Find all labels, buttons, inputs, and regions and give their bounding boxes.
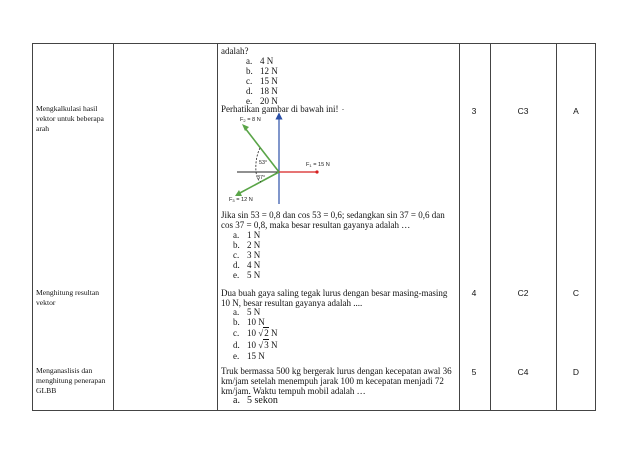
table-border-bottom xyxy=(32,410,595,411)
table-border-col5 xyxy=(556,43,557,411)
option-item: b. 12 N xyxy=(246,66,278,76)
f3-label: $F_3 = 12$ N xyxy=(229,197,253,204)
question-text: Perhatikan gambar di bawah ini! xyxy=(221,104,339,114)
cognitive-level: C4 xyxy=(517,367,529,377)
answer-key: C xyxy=(572,288,580,298)
question-number: 5 xyxy=(471,367,477,377)
option-item: a. 4 N xyxy=(246,56,274,66)
table-border-col4 xyxy=(490,43,491,411)
table-border-left xyxy=(32,43,33,411)
option-item: e. 5 N xyxy=(233,270,261,280)
angle-53-label: 53° xyxy=(259,160,268,166)
competency-text: Menghitung resultan vektor xyxy=(36,288,100,307)
answer-key: D xyxy=(572,367,580,377)
sqrt-icon: √ xyxy=(258,328,264,338)
question-text: Dua buah gaya saling tegak lurus dengan besar masing-masing 10 N, besar resultan gayanya adalah .... xyxy=(221,288,448,308)
f1-label: $F_1 = 15$ N xyxy=(306,162,330,169)
option-item: c. 10 √2 N xyxy=(233,328,278,338)
option-item: b. 2 N xyxy=(233,240,261,250)
cognitive-level: C3 xyxy=(517,106,529,116)
vector-figure xyxy=(221,112,341,208)
question-number: 4 xyxy=(471,288,477,298)
option-item: a. 5 N xyxy=(233,307,261,317)
f2-label: $F_2 = 8$ N xyxy=(240,117,261,124)
option-item: d. 10 √3 N xyxy=(233,340,278,350)
option-item: c. 3 N xyxy=(233,250,261,260)
answer-key: A xyxy=(573,106,579,116)
f1-tip xyxy=(315,170,318,173)
option-item: a. 5 sekon xyxy=(233,395,278,406)
table-border-right xyxy=(595,43,596,411)
table-border-top xyxy=(32,43,595,44)
question-text: Truk bermassa 500 kg bergerak lurus dengan kecepatan awal 36 km/jam setelah menempuh jarak 100 m kecepatan menjadi 72 km/jam. Waktu tempuh mobil adalah … xyxy=(221,366,452,396)
table-border-col1 xyxy=(113,43,114,411)
option-item: d. 18 N xyxy=(246,86,278,96)
f2-arrowhead xyxy=(242,124,249,131)
competency-text: Menganaslisis dan menghitung penerapan GLBB xyxy=(36,366,106,395)
option-item: e. 20 N xyxy=(246,96,278,106)
stray-mark: - xyxy=(342,107,344,113)
table-border-col3 xyxy=(459,43,460,411)
question-number: 3 xyxy=(471,106,477,116)
question-text-after: Jika sin 53 = 0,8 dan cos 53 = 0,6; sedangkan sin 37 = 0,6 dan cos 37 = 0,8, maka besar resultan gayanya adalah … xyxy=(221,210,445,230)
sqrt-icon: √ xyxy=(258,340,264,350)
option-item: a. 1 N xyxy=(233,230,261,240)
angle-37-label: 37° xyxy=(257,175,266,181)
question-tail: adalah? xyxy=(221,46,249,56)
cognitive-level: C2 xyxy=(517,288,529,298)
option-item: d. 4 N xyxy=(233,260,261,270)
competency-text: Mengkalkulasi hasil vektor untuk beberapa arah xyxy=(36,104,104,133)
option-item: b. 10 N xyxy=(233,317,265,327)
table-border-col2 xyxy=(217,43,218,411)
option-item: e. 15 N xyxy=(233,351,265,361)
option-item: c. 15 N xyxy=(246,76,278,86)
